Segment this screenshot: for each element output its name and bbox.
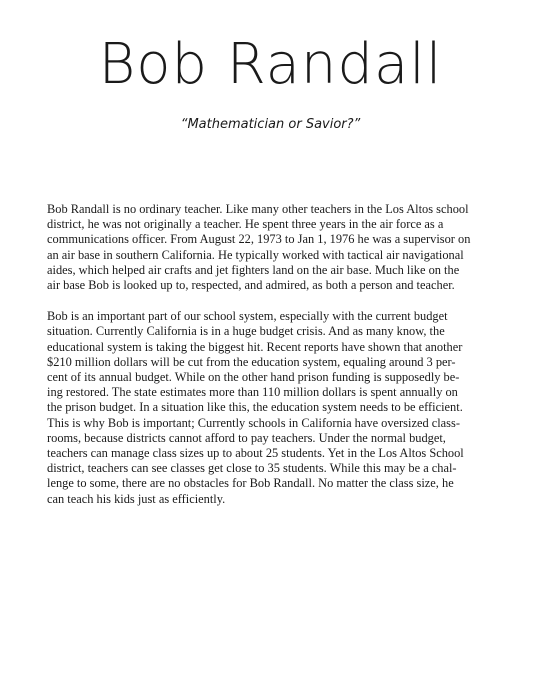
text-line: Bob is an important part of our school system, especially with the current budget — [47, 309, 448, 324]
text-line: rooms, because districts cannot afford to pay teachers. Under the normal budget, — [47, 430, 446, 445]
text-line: an air base in southern California. He typically worked with tactical air navigational — [47, 247, 464, 262]
text-line: Bob Randall is no ordinary teacher. Like many other teachers in the Los Altos school — [47, 202, 469, 216]
text-line: communications officer. From August 22, 1973 to Jan 1, 1976 he was a supervisor on — [47, 232, 471, 247]
text-line: the prison budget. In a situation like this, the education system needs to be efficient. — [47, 400, 463, 415]
text-line: educational system is taking the biggest hit. Recent reports have shown that another — [47, 339, 463, 354]
text-line: This is why Bob is important; Currently schools in California have oversized class- — [47, 415, 460, 430]
page-title: Bob Randall — [98, 32, 443, 97]
page-subtitle: “Mathematician or Savior?” — [180, 117, 361, 132]
text-line: can teach his kids just as efficiently. — [47, 491, 226, 506]
text-line: $210 million dollars will be cut from the education system, equaling around 3 per- — [47, 354, 456, 369]
text-line: cent of its annual budget. While on the other hand prison funding is supposedly be- — [47, 370, 460, 385]
text-line: district, he was not originally a teacher. He spent three years in the air force as a — [47, 217, 444, 232]
article-body — [47, 202, 497, 523]
text-line: air base Bob is looked up to, respected, and admired, as both a person and teacher. — [47, 278, 455, 293]
text-line: lenge to some, there are no obstacles for Bob Randall. No matter the class size, he — [47, 476, 454, 491]
text-line: district, teachers can see classes get close to 35 students. While this may be a chal- — [47, 461, 457, 476]
paragraph-1 — [47, 202, 497, 293]
text-line: ing restored. The state estimates more than 110 million dollars is spent annually on — [47, 385, 458, 400]
text-line: aides, which helped air crafts and jet fighters land on the air base. Much like on the — [47, 262, 460, 277]
text-line: teachers can manage class sizes up to about 25 students. Yet in the Los Altos School — [47, 446, 464, 461]
paragraph-2 — [47, 309, 497, 507]
text-line: situation. Currently California is in a huge budget crisis. And as many know, the — [47, 324, 445, 339]
